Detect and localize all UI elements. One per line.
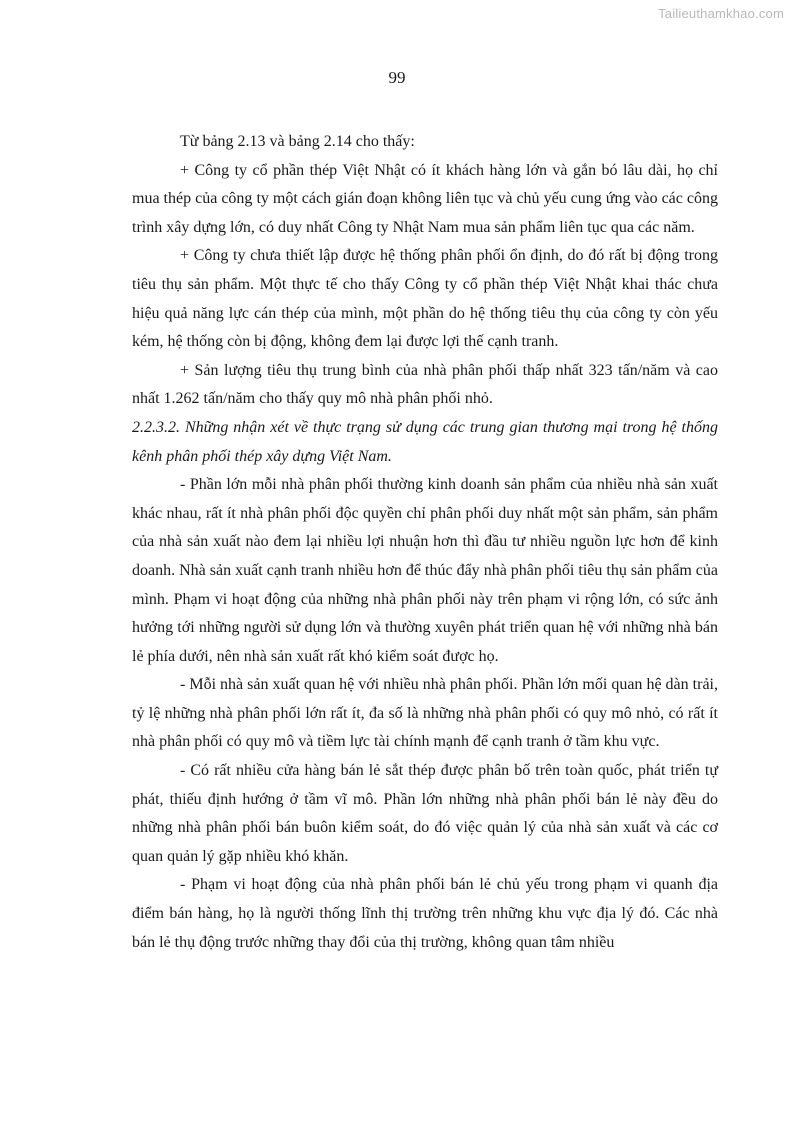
- paragraph-dash-3: - Có rất nhiều cửa hàng bán lẻ sắt thép được phân bố trên toàn quốc, phát triển tự phát, thiếu định hướng ở tầm vĩ mô. Phần lớn những nhà phân phối bán lẻ này đều do những nhà phân phối bán buôn kiểm soát, do đó việc quản lý của nhà sản xuất và các cơ quan quản lý gặp nhiều khó khăn.: [132, 762, 718, 865]
- paragraph-dash-4: - Phạm vi hoạt động của nhà phân phối bán lẻ chủ yếu trong phạm vi quanh địa điểm bán hàng, họ là người thống lĩnh thị trường trên những khu vực địa lý đó. Các nhà bán lẻ thụ động trước những thay đổi của thị trường, không quan tâm nhiều: [132, 876, 718, 951]
- document-body: [132, 128, 718, 957]
- paragraph-dash-1: - Phần lớn mỗi nhà phân phối thường kinh doanh sản phẩm của nhiều nhà sản xuất khác nhau, rất ít nhà phân phối độc quyền chỉ phân phối duy nhất một sản phẩm, sản phẩm của nhà sản xuất nào đem lại nhiều lợi nhuận hơn thì đầu tư nhiều nguồn lực hơn để kinh doanh. Nhà sản xuất cạnh tranh nhiều hơn để thúc đẩy nhà phân phối tiêu thụ sản phẩm của mình. Phạm vi hoạt động của những nhà phân phối này trên phạm vi rộng lớn, có sức ảnh hưởng tới những người sử dụng lớn và thường xuyên phát triển quan hệ với những nhà bán lẻ phía dưới, nên nhà sản xuất rất khó kiểm soát được họ.: [132, 476, 718, 665]
- paragraph-bullet-1: + Công ty cổ phần thép Việt Nhật có ít khách hàng lớn và gắn bó lâu dài, họ chỉ mua thép của công ty một cách gián đoạn không liên tục và chủ yếu cung ứng vào các công trình xây dựng lớn, có duy nhất Công ty Nhật Nam mua sản phẩm liên tục qua các năm.: [132, 161, 718, 236]
- paragraph-bullet-2: + Công ty chưa thiết lập được hệ thống phân phối ổn định, do đó rất bị động trong tiêu thụ sản phẩm. Một thực tế cho thấy Công ty cổ phần thép Việt Nhật khai thác chưa hiệu quả năng lực cán thép của mình, một phần do hệ thống tiêu thụ của công ty còn yếu kém, hệ thống còn bị động, không đem lại được lợi thế cạnh tranh.: [132, 247, 718, 351]
- paragraph-intro: Từ bảng 2.13 và bảng 2.14 cho thấy:: [180, 133, 415, 150]
- watermark: Tailieuthamkhao.com: [658, 6, 784, 21]
- paragraph-dash-2: - Mỗi nhà sản xuất quan hệ với nhiều nhà phân phối. Phần lớn mối quan hệ dàn trải, tỷ lệ những nhà phân phối lớn rất ít, đa số là những nhà phân phối có quy mô nhỏ, có rất ít nhà phân phối có quy mô và tiềm lực tài chính mạnh để cạnh tranh ở tầm khu vực.: [132, 676, 718, 751]
- page-number: 99: [388, 68, 406, 87]
- section-heading: 2.2.3.2. Những nhận xét về thực trạng sử dụng các trung gian thương mại trong hệ thống kênh phân phối thép xây dựng Việt Nam.: [132, 418, 718, 465]
- paragraph-bullet-3: + Sản lượng tiêu thụ trung bình của nhà phân phối thấp nhất 323 tấn/năm và cao nhất 1.262 tấn/năm cho thấy quy mô nhà phân phối nhỏ.: [132, 361, 718, 408]
